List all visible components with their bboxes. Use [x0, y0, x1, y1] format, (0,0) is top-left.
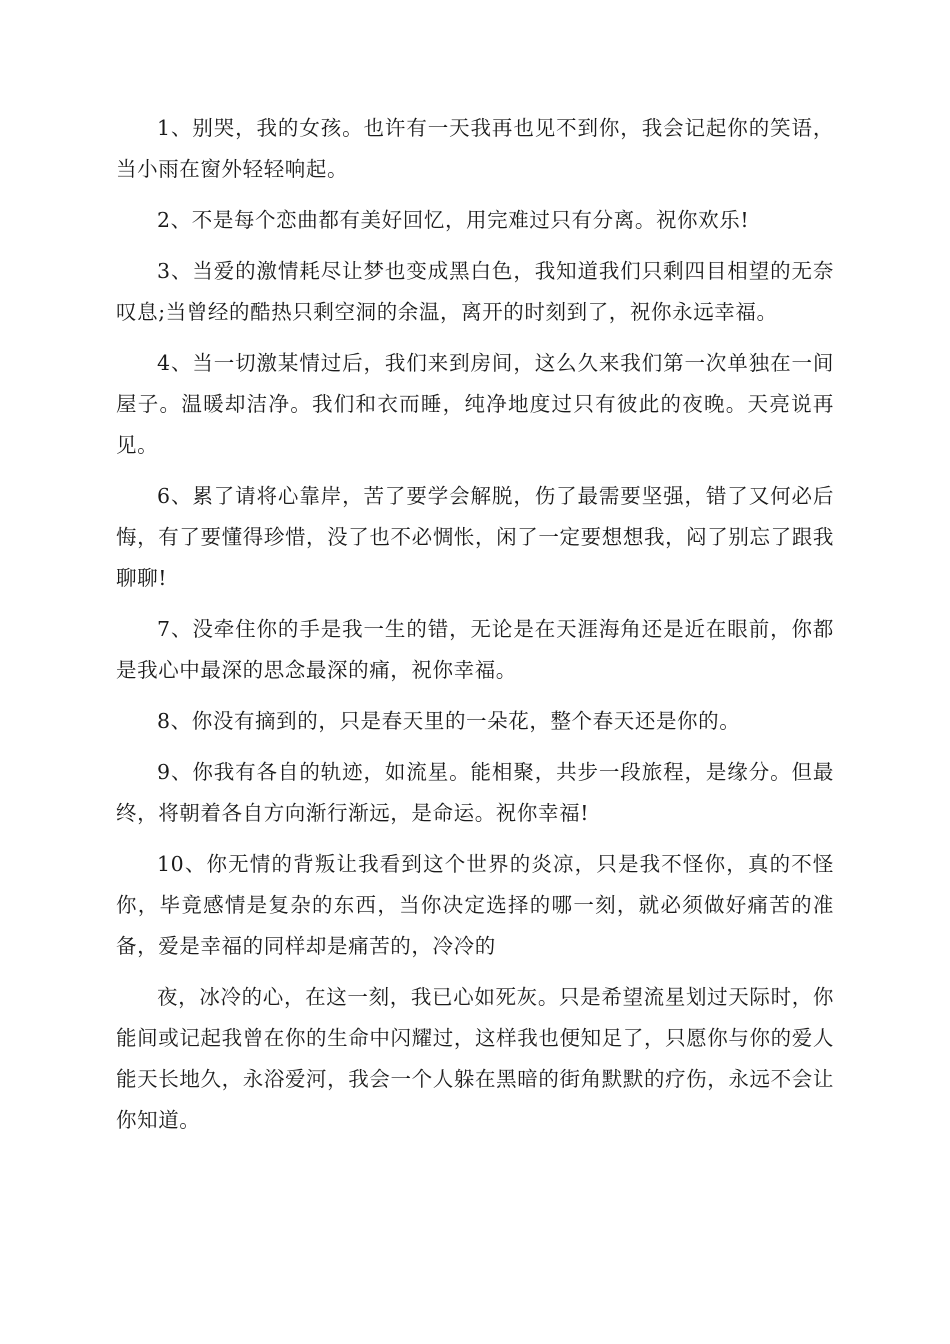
document-body	[116, 108, 834, 1151]
paragraph-9: 9、你我有各自的轨迹，如流星。能相聚，共步一段旅程，是缘分。但最终，将朝着各自方向渐行渐远，是命运。祝你幸福!	[116, 760, 834, 825]
paragraph-8: 8、你没有摘到的，只是春天里的一朵花，整个春天还是你的。	[157, 709, 741, 733]
paragraph-4: 4、当一切激某情过后，我们来到房间，这么久来我们第一次单独在一间屋子。温暖却洁净。我们和衣而睡，纯净地度过只有彼此的夜晚。天亮说再见。	[116, 351, 834, 457]
paragraph-7: 7、没牵住你的手是我一生的错，无论是在天涯海角还是近在眼前，你都是我心中最深的思念最深的痛，祝你幸福。	[116, 617, 834, 682]
paragraph-6: 6、累了请将心靠岸，苦了要学会解脱，伤了最需要坚强，错了又何必后悔，有了要懂得珍惜，没了也不必惆怅，闲了一定要想想我，闷了别忘了跟我聊聊!	[116, 484, 834, 590]
paragraph-10-continued: 夜，冰冷的心，在这一刻，我已心如死灰。只是希望流星划过天际时，你能间或记起我曾在你的生命中闪耀过，这样我也便知足了，只愿你与你的爱人能天长地久，永浴爱河，我会一个人躲在黑暗的街角默默的疗伤，永远不会让你知道。	[116, 985, 834, 1132]
paragraph-2: 2、不是每个恋曲都有美好回忆，用完难过只有分离。祝你欢乐!	[157, 208, 750, 232]
paragraph-1: 1、别哭，我的女孩。也许有一天我再也见不到你，我会记起你的笑语，当小雨在窗外轻轻响起。	[116, 116, 834, 181]
paragraph-3: 3、当爱的激情耗尽让梦也变成黑白色，我知道我们只剩四目相望的无奈叹息;当曾经的酷热只剩空洞的余温，离开的时刻到了，祝你永远幸福。	[116, 259, 834, 324]
paragraph-10: 10、你无情的背叛让我看到这个世界的炎凉，只是我不怪你，真的不怪你，毕竟感情是复杂的东西，当你决定选择的哪一刻，就必须做好痛苦的准备，爱是幸福的同样却是痛苦的，冷冷的	[116, 852, 834, 958]
